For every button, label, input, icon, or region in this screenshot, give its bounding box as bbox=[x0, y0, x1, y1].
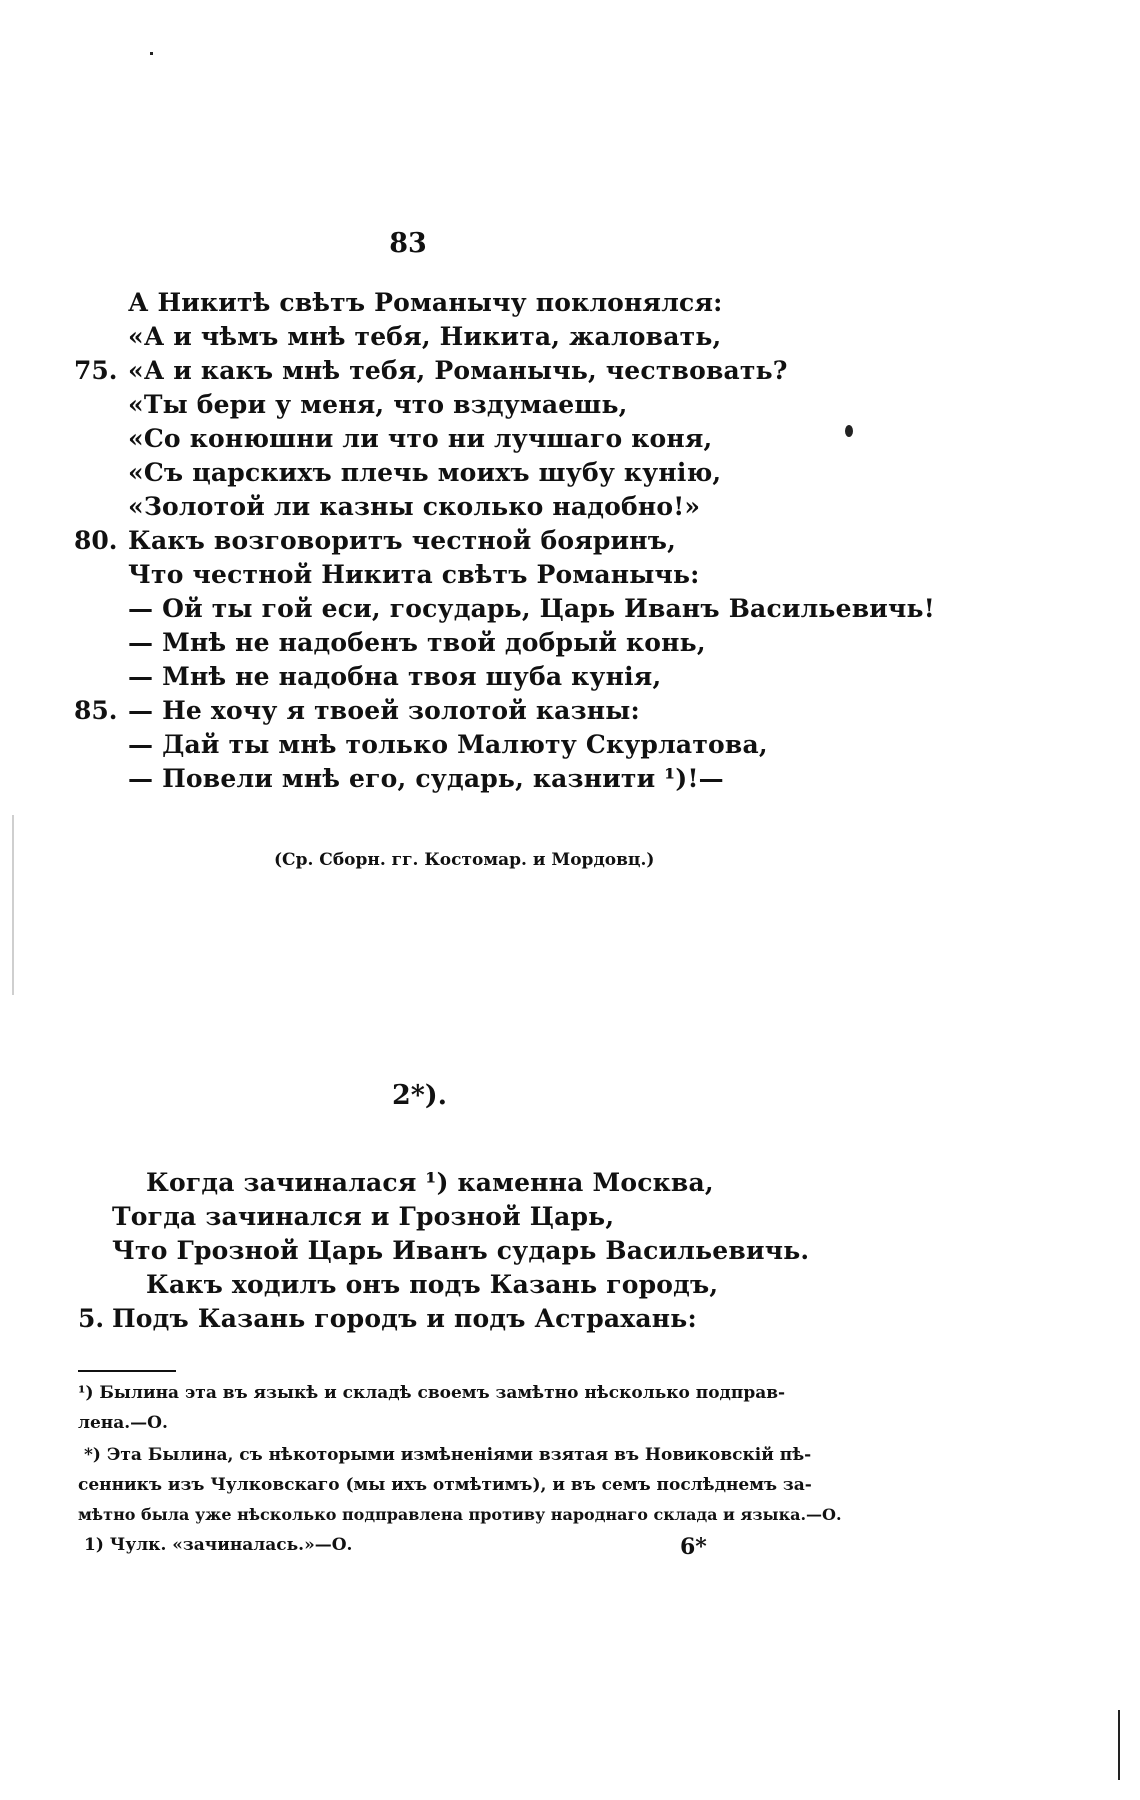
line-number: 75. bbox=[74, 356, 118, 385]
verse-line: — Дай ты мнѣ только Малюту Скурлатова, bbox=[128, 730, 768, 759]
verse-line: — Ой ты гой еси, государь, Царь Иванъ Васильевичь! bbox=[128, 594, 935, 623]
footnote-line: 1) Чулк. «зачиналась.»—О. bbox=[84, 1535, 353, 1555]
scan-speck bbox=[150, 52, 153, 55]
verse-line: Тогда зачинался и Грозной Царь, bbox=[112, 1202, 615, 1231]
verse-line: «Ты бери у меня, что вздумаешь, bbox=[128, 390, 628, 419]
verse-line: «А и какъ мнѣ тебя, Романычь, чествовать? bbox=[128, 356, 788, 385]
verse-line: Когда зачиналася ¹) каменна Москва, bbox=[146, 1168, 714, 1197]
verse-line: «А и чѣмъ мнѣ тебя, Никита, жаловать, bbox=[128, 322, 722, 351]
footnote-line: сенникъ изъ Чулковскаго (мы ихъ отмѣтимъ), и въ семъ послѣднемъ за- bbox=[78, 1475, 812, 1495]
verse-line: — Повели мнѣ его, сударь, казнити ¹)!— bbox=[128, 764, 724, 793]
line-number: 85. bbox=[74, 696, 118, 725]
verse-line: — Не хочу я твоей золотой казны: bbox=[128, 696, 640, 725]
verse-line: Что Грозной Царь Иванъ сударь Васильевичь. bbox=[112, 1236, 810, 1265]
footnote-line: *) Эта Былина, съ нѣкоторыми измѣненіями взятая въ Новиковскій пѣ- bbox=[84, 1445, 812, 1465]
verse-line: «Золотой ли казны сколько надобно!» bbox=[128, 492, 701, 521]
footnote-line: мѣтно была уже нѣсколько подправлена противу народнаго склада и языка.—О. bbox=[78, 1505, 842, 1524]
page-number: 83 bbox=[389, 228, 427, 259]
scan-speck bbox=[845, 425, 853, 437]
section-heading: 2*). bbox=[392, 1080, 448, 1111]
verse-line: А Никитѣ свѣтъ Романычу поклонялся: bbox=[128, 288, 723, 317]
footnote-line: лена.—О. bbox=[78, 1413, 168, 1433]
verse-line: — Мнѣ не надобна твоя шуба кунія, bbox=[128, 662, 662, 691]
scan-edge-line bbox=[1118, 1710, 1120, 1780]
signature-mark: 6* bbox=[680, 1534, 707, 1560]
verse-line: Подъ Казань городъ и подъ Астрахань: bbox=[112, 1304, 697, 1333]
verse-line: Какъ ходилъ онъ подъ Казань городъ, bbox=[146, 1270, 719, 1299]
verse-line: Какъ возговоритъ честной бояринъ, bbox=[128, 526, 677, 555]
verse-line: Что честной Никита свѣтъ Романычь: bbox=[128, 560, 700, 589]
verse-line: «Съ царскихъ плечь моихъ шубу кунію, bbox=[128, 458, 722, 487]
line-number: 80. bbox=[74, 526, 118, 555]
footnote-line: ¹) Былина эта въ языкѣ и складѣ своемъ замѣтно нѣсколько подправ- bbox=[78, 1383, 786, 1403]
verse-line: «Со конюшни ли что ни лучшаго коня, bbox=[128, 424, 713, 453]
footnote-rule bbox=[78, 1370, 176, 1372]
source-note: (Ср. Сборн. гг. Костомар. и Мордовц.) bbox=[274, 850, 655, 870]
line-number: 5. bbox=[78, 1304, 105, 1333]
scan-edge-line bbox=[12, 815, 14, 995]
verse-line: — Мнѣ не надобенъ твой добрый конь, bbox=[128, 628, 706, 657]
